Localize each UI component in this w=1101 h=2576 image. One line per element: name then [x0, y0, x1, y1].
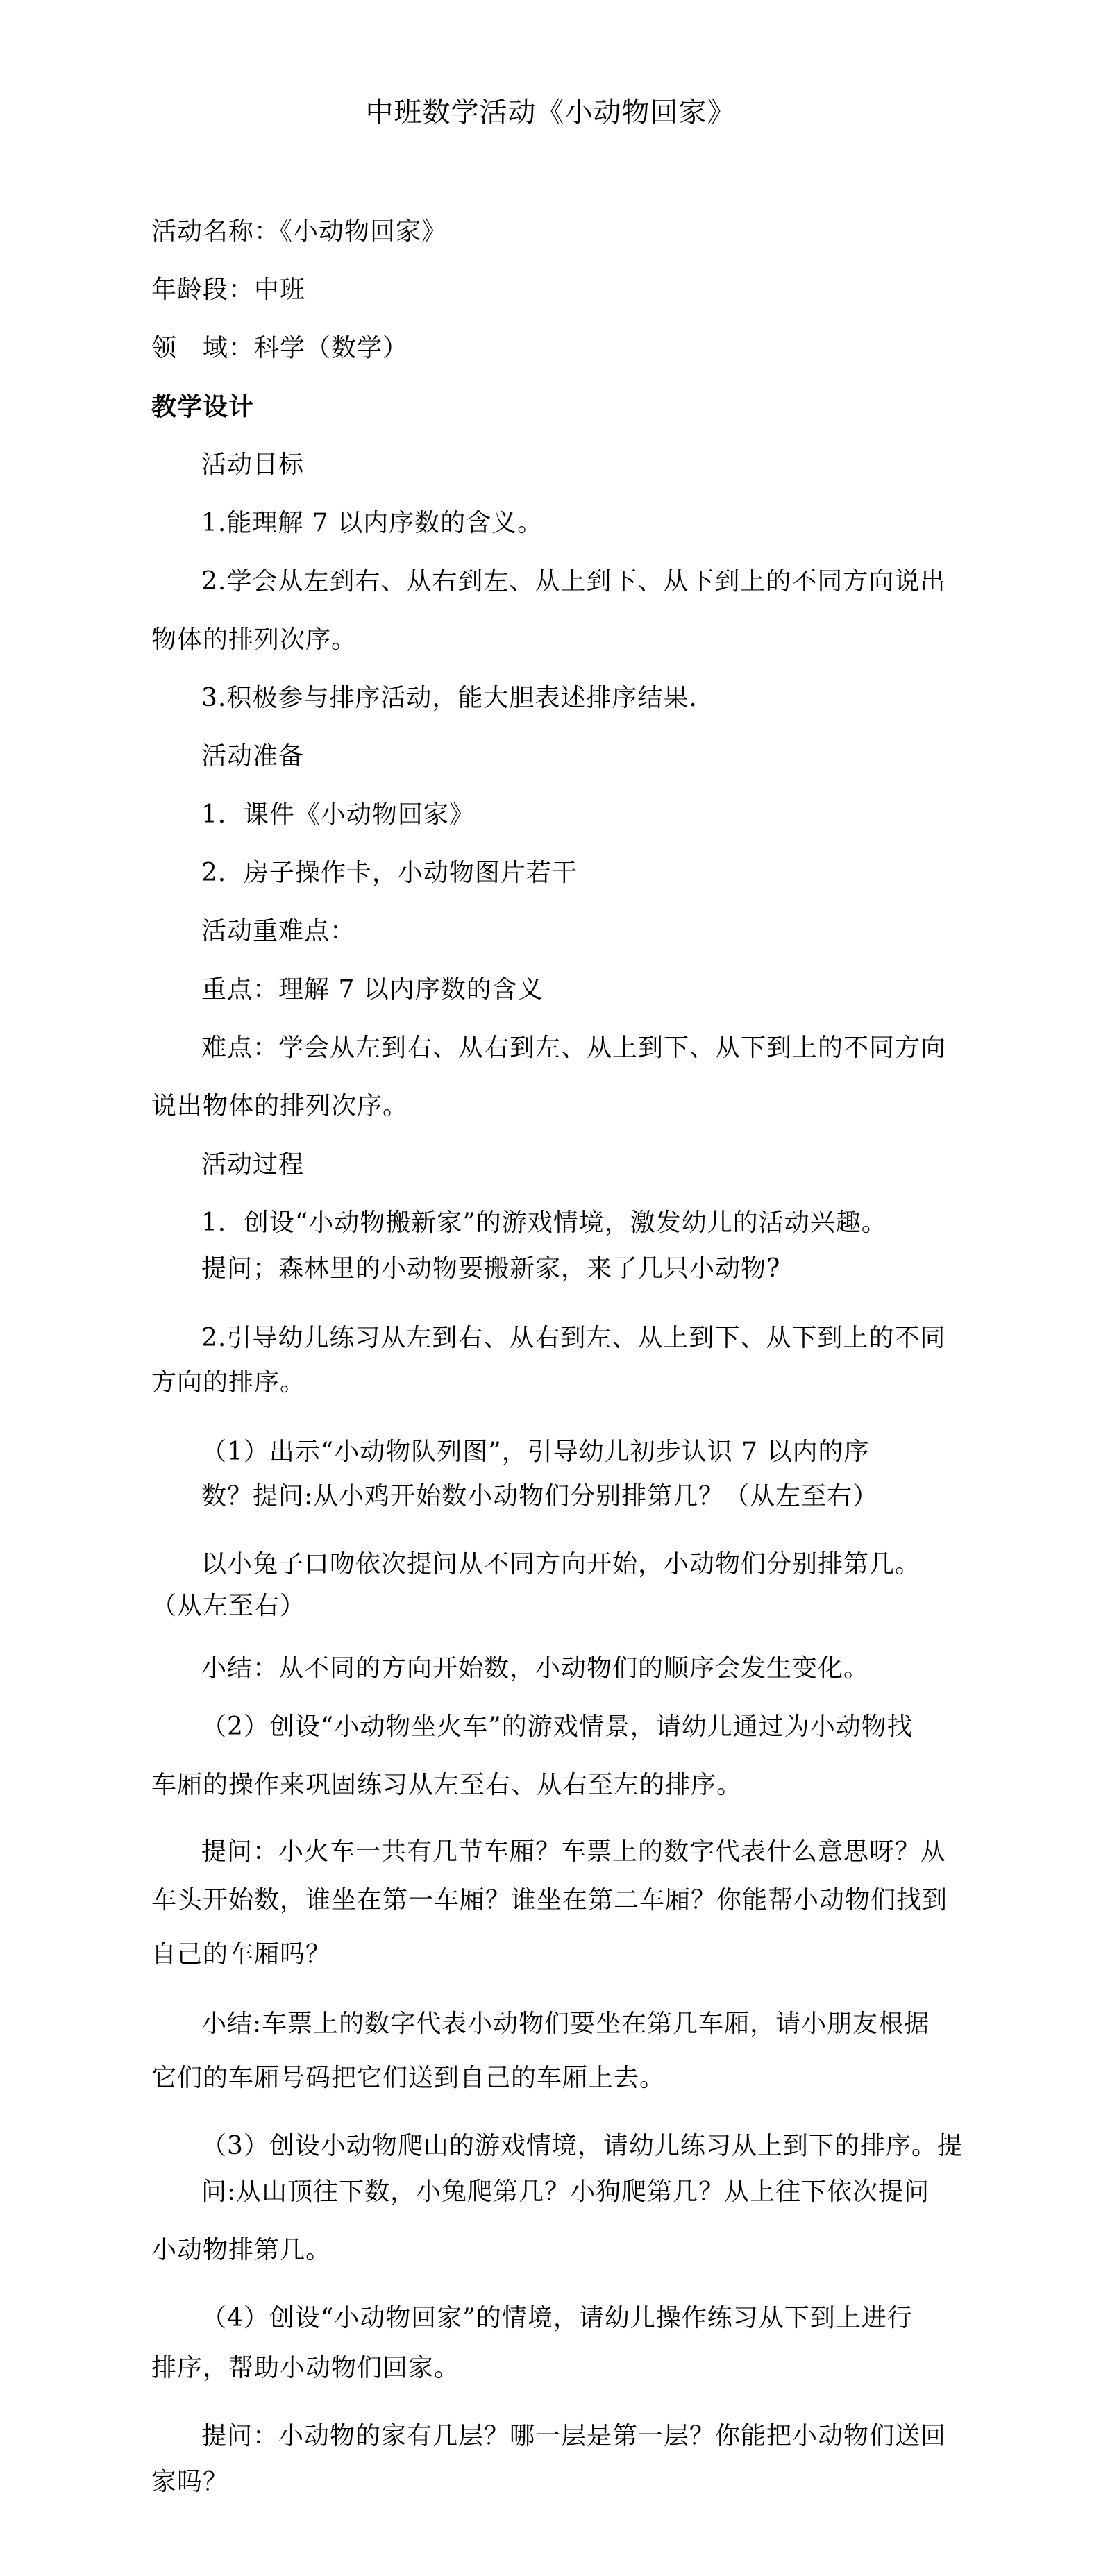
- process-step-2: 2.引导幼儿练习从左到右、从右到左、从上到下、从下到上的不同: [201, 1324, 946, 1352]
- sub-step-3-cont: 问:从山顶往下数，小兔爬第几？小狗爬第几？从上往下依次提问: [201, 2178, 930, 2206]
- goal-3: 3.积极参与排序活动，能大胆表述排序结果.: [201, 684, 698, 712]
- difficult-point-cont: 说出物体的排列次序。: [151, 1092, 409, 1120]
- sub-step-3-end: 小动物排第几。: [151, 2236, 332, 2264]
- goal-2: 2.学会从左到右、从右到左、从上到下、从下到上的不同方向说出: [201, 567, 946, 596]
- sub-step-4-cont: 排序，帮助小动物们回家。: [151, 2354, 460, 2382]
- sub-step-1: （1）出示“小动物队列图”，引导幼儿初步认识 7 以内的序: [201, 1438, 870, 1466]
- prep-1: 1．课件《小动物回家》: [201, 800, 475, 829]
- goal-1: 1.能理解 7 以内序数的含义。: [201, 509, 544, 537]
- key-point: 重点：理解 7 以内序数的含义: [201, 975, 544, 1004]
- sub-step-1-cont: 数？提问:从小鸡开始数小动物们分别排第几？（从左至右）: [201, 1482, 879, 1510]
- age-group: 年龄段：中班: [151, 276, 306, 304]
- sub-step-4-question: 提问：小动物的家有几层？哪一层是第一层？你能把小动物们送回: [201, 2422, 947, 2450]
- heading-process: 活动过程: [201, 1150, 305, 1179]
- section-heading-design: 教学设计: [151, 392, 255, 421]
- sub-step-2-question-end: 自己的车厢吗？: [151, 1940, 332, 1969]
- goal-2-cont: 物体的排列次序。: [151, 625, 358, 654]
- sub-step-2-summary: 小结:车票上的数字代表小动物们要坐在第几车厢，请小朋友根据: [201, 2010, 930, 2038]
- process-step-1: 1．创设“小动物搬新家”的游戏情境，激发幼儿的活动兴趣。: [201, 1209, 887, 1237]
- sub-step-1-note-cont: （从左至右）: [151, 1592, 306, 1620]
- activity-name: 活动名称：《小动物回家》: [151, 217, 448, 246]
- sub-step-2-question: 提问：小火车一共有几节车厢？车票上的数字代表什么意思呀？从: [201, 1837, 947, 1866]
- prep-2: 2．房子操作卡，小动物图片若干: [201, 859, 578, 887]
- sub-step-4-question-cont: 家吗？: [151, 2468, 229, 2496]
- heading-prep: 活动准备: [201, 742, 305, 771]
- process-step-2-cont: 方向的排序。: [151, 1368, 306, 1397]
- sub-step-2-question-cont: 车头开始数，谁坐在第一车厢？谁坐在第二车厢？你能帮小动物们找到: [151, 1886, 948, 1914]
- field: 领 域：科学（数学）: [151, 334, 409, 362]
- heading-goals: 活动目标: [201, 451, 305, 479]
- heading-key-points: 活动重难点：: [201, 917, 356, 945]
- sub-step-2-cont: 车厢的操作来巩固练习从左至右、从右至左的排序。: [151, 1771, 743, 1799]
- process-step-1-question: 提问；森林里的小动物要搬新家，来了几只小动物?: [201, 1254, 781, 1283]
- document-title: 中班数学活动《小动物回家》: [365, 96, 736, 128]
- sub-step-1-note: 以小兔子口吻依次提问从不同方向开始，小动物们分别排第几。: [201, 1550, 921, 1579]
- sub-step-1-summary: 小结：从不同的方向开始数，小动物们的顺序会发生变化。: [201, 1654, 870, 1683]
- sub-step-2-summary-cont: 它们的车厢号码把它们送到自己的车厢上去。: [151, 2064, 666, 2092]
- sub-step-4: （4）创设“小动物回家”的情境，请幼儿操作练习从下到上进行: [201, 2304, 913, 2332]
- difficult-point: 难点：学会从左到右、从右到左、从上到下、从下到上的不同方向: [201, 1034, 947, 1062]
- sub-step-2: （2）创设“小动物坐火车”的游戏情景，请幼儿通过为小动物找: [201, 1712, 913, 1741]
- sub-step-3: （3）创设小动物爬山的游戏情境，请幼儿练习从上到下的排序。提: [201, 2132, 963, 2160]
